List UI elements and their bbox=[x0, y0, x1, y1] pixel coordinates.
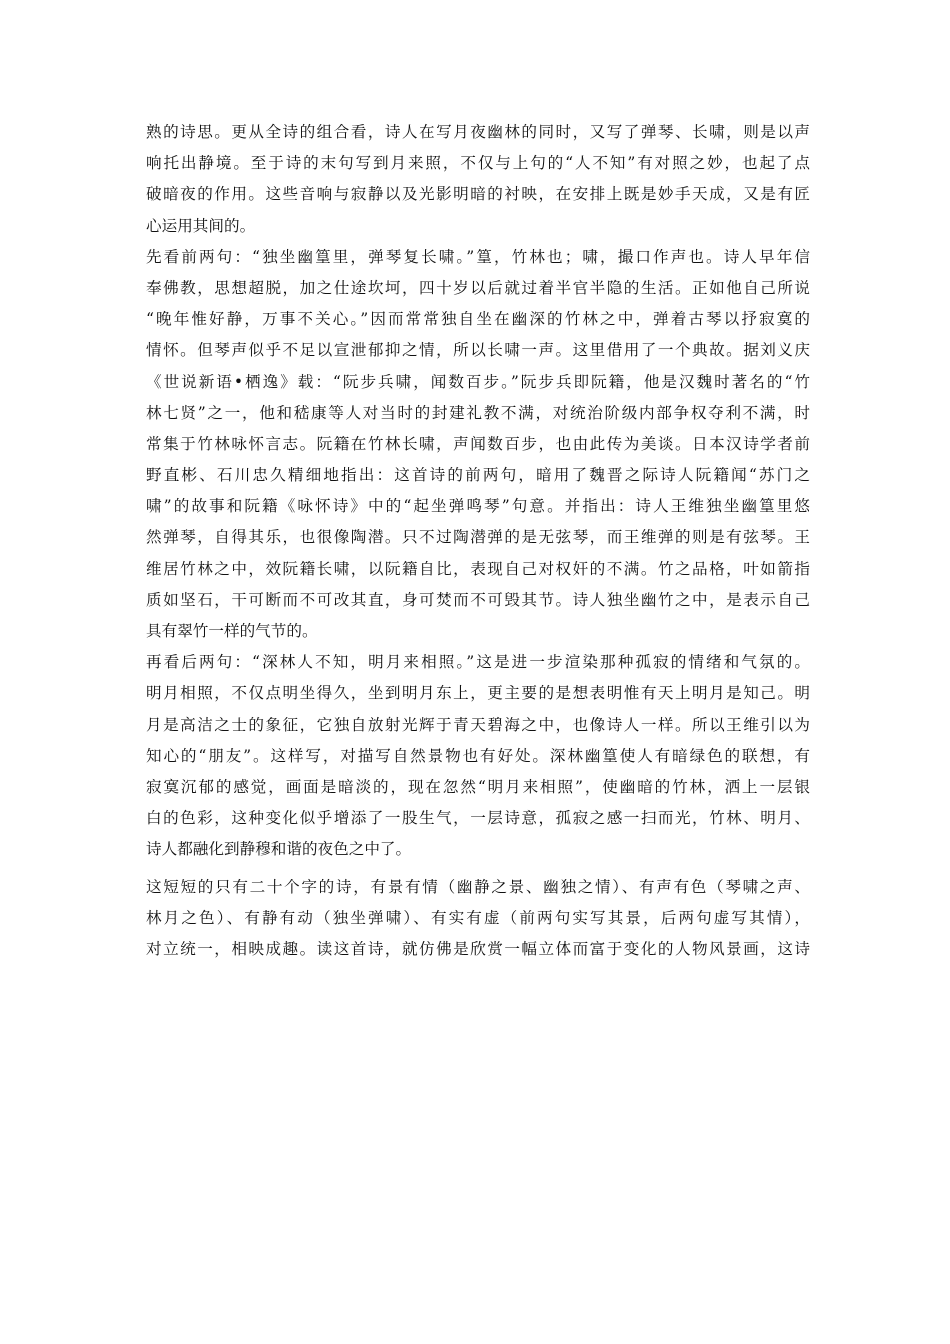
text-line: 白的色彩，这种变化似乎增添了一股生气，一层诗意，孤寂之感一扫而光，竹林、明月、 bbox=[146, 809, 810, 828]
text-line: 月是高洁之士的象征，它独自放射光辉于青天碧海之中，也像诗人一样。所以王维引以为 bbox=[146, 715, 810, 734]
text-line: 破暗夜的作用。这些音响与寂静以及光影明暗的衬映，在安排上既是妙手天成，又是有匠 bbox=[146, 185, 810, 204]
text-line: 寂寞沉郁的感觉，画面是暗淡的，现在忽然“明月来相照”，使幽暗的竹林，洒上一层银 bbox=[146, 777, 810, 796]
text-line: 林月之色）、有静有动（独坐弹啸）、有实有虚（前两句实写其景，后两句虚写其情）， bbox=[146, 908, 810, 927]
text-line: 先看前两句：“独坐幽篁里，弹琴复长啸。”篁，竹林也；啸，撮口作声也。诗人早年信 bbox=[146, 247, 810, 266]
paragraph-4 bbox=[146, 872, 810, 966]
text-line: 诗人都融化到静穆和谐的夜色之中了。 bbox=[146, 840, 412, 859]
text-line: 《世说新语•栖逸》载：“阮步兵啸，闻数百步。”阮步兵即阮籍，他是汉魏时著名的“竹 bbox=[146, 372, 810, 391]
text-line: 林七贤”之一，他和嵇康等人对当时的封建礼教不满，对统治阶级内部争权夺利不满，时 bbox=[146, 403, 810, 422]
text-line: 质如坚石，干可断而不可改其直，身可焚而不可毁其节。诗人独坐幽竹之中，是表示自己 bbox=[146, 590, 810, 609]
text-line: 响托出静境。至于诗的末句写到月来照，不仅与上句的“人不知”有对照之妙，也起了点 bbox=[146, 154, 810, 173]
text-line: 知心的“朋友”。这样写，对描写自然景物也有好处。深林幽篁使人有暗绿色的联想，有 bbox=[146, 746, 810, 765]
text-line: 奉佛教，思想超脱，加之仕途坎坷，四十岁以后就过着半官半隐的生活。正如他自己所说 bbox=[146, 278, 810, 297]
paragraph-1 bbox=[146, 117, 810, 242]
text-line: 野直彬、石川忠久精细地指出：这首诗的前两句，暗用了魏晋之际诗人阮籍闻“苏门之 bbox=[146, 466, 810, 485]
document-page bbox=[146, 117, 810, 965]
text-line: 常集于竹林咏怀言志。阮籍在竹林长啸，声闻数百步，也由此传为美谈。日本汉诗学者前 bbox=[146, 434, 810, 453]
text-line: 啸”的故事和阮籍《咏怀诗》中的“起坐弹鸣琴”句意。并指出：诗人王维独坐幽篁里悠 bbox=[146, 497, 810, 516]
text-line: 心运用其间的。 bbox=[146, 216, 256, 235]
paragraph-3 bbox=[146, 647, 810, 865]
paragraph-2 bbox=[146, 242, 810, 647]
text-line: 明月相照，不仅点明坐得久，坐到明月东上，更主要的是想表明惟有天上明月是知己。明 bbox=[146, 684, 810, 703]
text-line: 再看后两句：“深林人不知，明月来相照。”这是进一步渲染那种孤寂的情绪和气氛的。 bbox=[146, 653, 810, 672]
text-line: 对立统一，相映成趣。读这首诗，就仿佛是欣赏一幅立体而富于变化的人物风景画，这诗 bbox=[146, 939, 810, 958]
text-line: “晚年惟好静，万事不关心。”因而常常独自坐在幽深的竹林之中，弹着古琴以抒寂寞的 bbox=[146, 310, 810, 329]
text-line: 维居竹林之中，效阮籍长啸，以阮籍自比，表现自己对权奸的不满。竹之品格，叶如箭指 bbox=[146, 559, 810, 578]
text-line: 这短短的只有二十个字的诗，有景有情（幽静之景、幽独之情）、有声有色（琴啸之声、 bbox=[146, 877, 810, 896]
text-line: 情怀。但琴声似乎不足以宣泄郁抑之情，所以长啸一声。这里借用了一个典故。据刘义庆 bbox=[146, 341, 810, 360]
text-line: 熟的诗思。更从全诗的组合看，诗人在写月夜幽林的同时，又写了弹琴、长啸，则是以声 bbox=[146, 123, 810, 141]
text-line: 然弹琴，自得其乐，也很像陶潜。只不过陶潜弹的是无弦琴，而王维弹的则是有弦琴。王 bbox=[146, 528, 810, 547]
text-line: 具有翠竹一样的气节的。 bbox=[146, 622, 318, 640]
